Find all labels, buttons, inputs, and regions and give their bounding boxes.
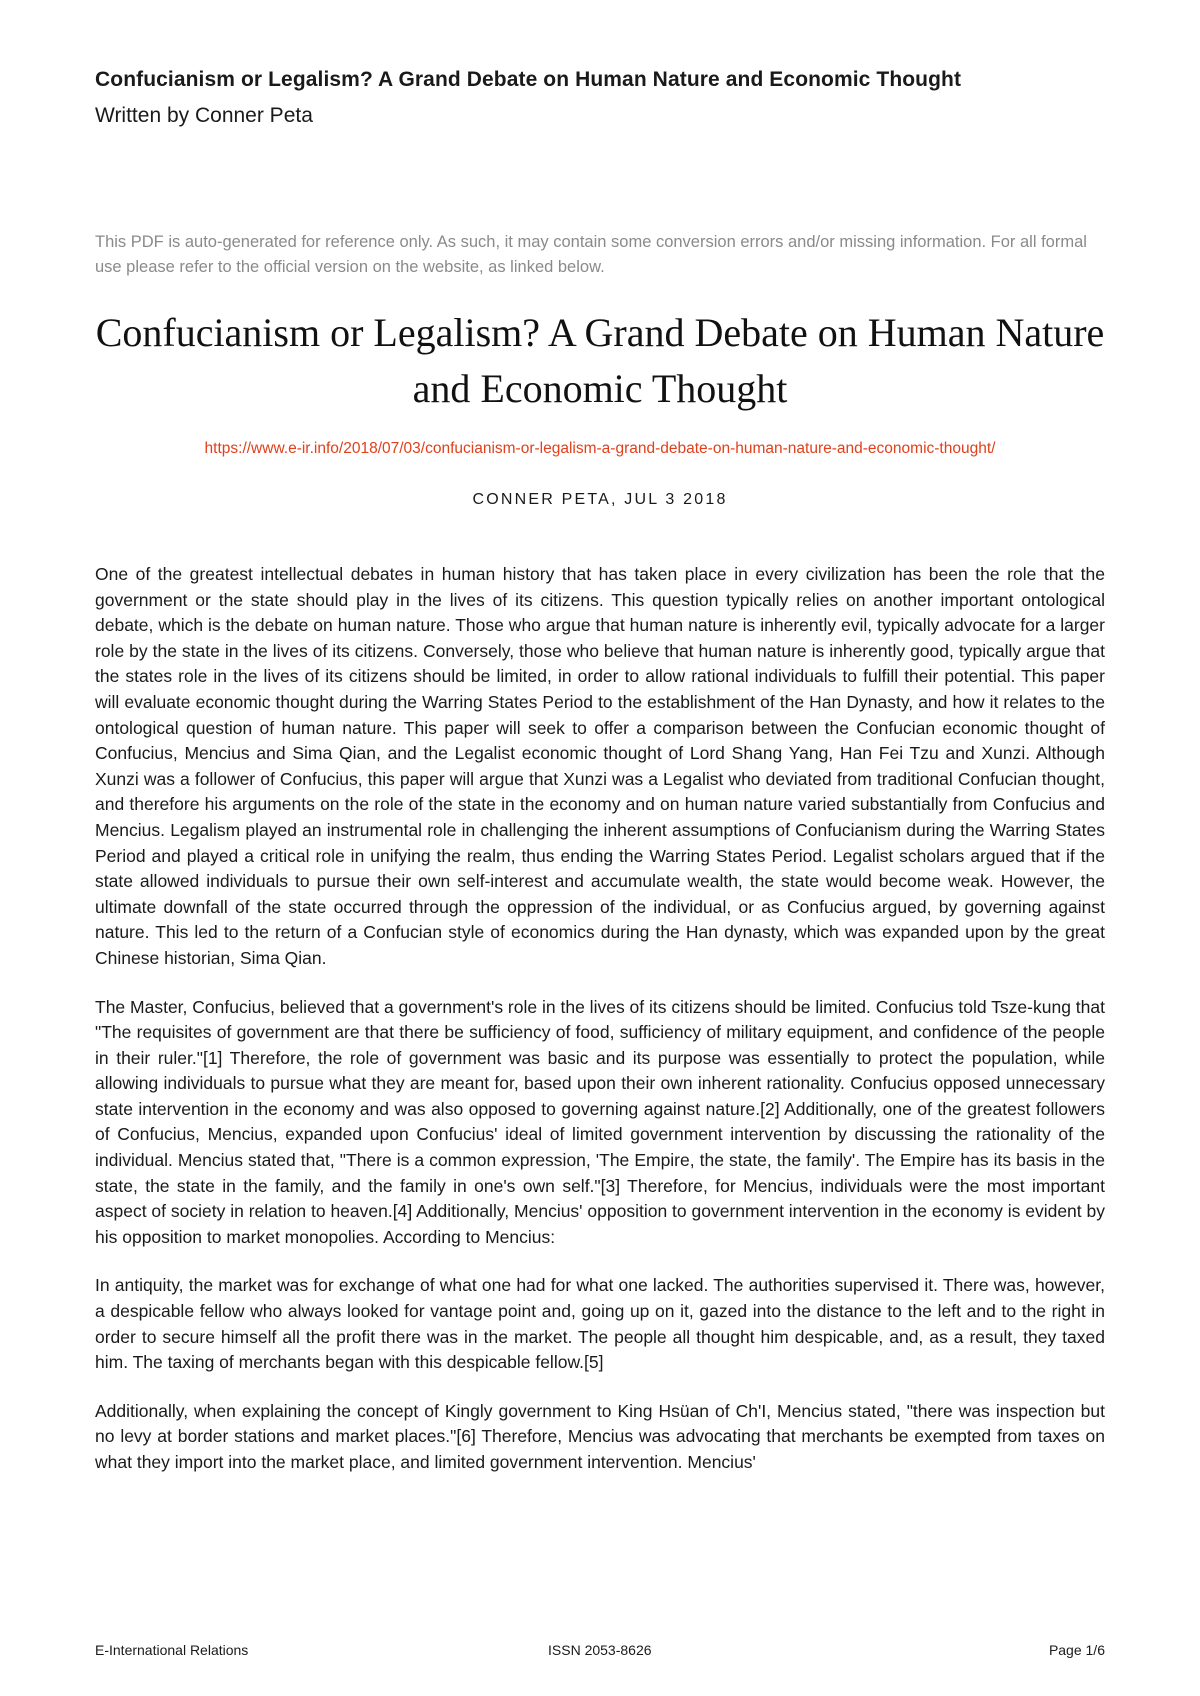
article-title: Confucianism or Legalism? A Grand Debate on Human Nature and Economic Thought <box>95 310 1105 411</box>
article-url-link[interactable]: https://www.e-ir.info/2018/07/03/confucianism-or-legalism-a-grand-debate-on-human-nature-and-economic-thought/ <box>204 440 996 457</box>
footer-page-number: Page 1/6 <box>1048 1642 1105 1658</box>
header-title: Confucianism or Legalism? A Grand Debate on Human Nature and Economic Thought <box>95 68 962 91</box>
disclaimer-text: This PDF is auto-generated for reference only. As such, it may contain some conversion errors and/or missing information. For all formal use please refer to the official version on the website, as linked below. <box>95 233 1087 276</box>
footer-issn: ISSN 2053-8626 <box>548 1642 652 1658</box>
footer-publisher: E-International Relations <box>95 1642 249 1658</box>
article-body <box>95 562 1105 1499</box>
body-paragraph: The Master, Confucius, believed that a government's role in the lives of its citizens should be limited. Confucius told Tsze-kung that "The requisites of government are that there be sufficiency of food, sufficiency of military equipment, and confidence of the people in their ruler."[1] Therefore, the role of government was basic and its purpose was essentially to protect the population, while allowing individuals to pursue what they are meant for, based upon their own inherent rationality. Confucius opposed unnecessary state intervention in the economy and was also opposed to governing against nature.[2] Additionally, one of the greatest followers of Confucius, Mencius, expanded upon Confucius' ideal of limited government intervention by discussing the rationality of the individual. Mencius stated that, "There is a common expression, 'The Empire, the state, the family'. The Empire has its basis in the state, the state in the family, and the family in one's own self."[3] Therefore, for Mencius, individuals were the most important aspect of society in relation to heaven.[4] Additionally, Mencius' opposition to government intervention in the economy is evident by his opposition to market monopolies. According to Mencius: <box>95 996 1105 1247</box>
article-byline: CONNER PETA, JUL 3 2018 <box>472 491 728 508</box>
body-paragraph: One of the greatest intellectual debates in human history that has taken place in every civilization has been the role that the government or the state should play in the lives of its citizens. This question typically relies on another important ontological debate, which is the debate on human nature. Those who argue that human nature is inherently evil, typically advocate for a larger role by the state in the lives of its citizens. Conversely, those who believe that human nature is inherently good, typically argue that the states role in the lives of its citizens should be limited, in order to allow rational individuals to fulfill their potential. This paper will evaluate economic thought during the Warring States Period to the establishment of the Han Dynasty, and how it relates to the ontological question of human nature. This paper will seek to offer a comparison between the Confucian economic thought of Confucius, Mencius and Sima Qian, and the Legalist economic thought of Lord Shang Yang, Han Fei Tzu and Xunzi. Although Xunzi was a follower of Confucius, this paper will argue that Xunzi was a Legalist who deviated from traditional Confucian thought, and therefore his arguments on the role of the state in the economy and on human nature varied substantially from Confucius and Mencius. Legalism played an instrumental role in challenging the inherent assumptions of Confucianism during the Warring States Period and played a critical role in unifying the realm, thus ending the Warring States Period. Legalist scholars argued that if the state allowed individuals to pursue their own self-interest and accumulate wealth, the state would become weak. However, the ultimate downfall of the state occurred through the oppression of the individual, or as Confucius argued, by governing against nature. This led to the return of a Confucian style of economics during the Han dynasty, which was expanded upon by the great Chinese historian, Sima Qian. <box>95 564 1105 968</box>
body-paragraph: Additionally, when explaining the concept of Kingly government to King Hsüan of Ch'I, Mencius stated, "there was inspection but no levy at border stations and market places."[6] Therefore, Mencius was advocating that merchants be exempted from taxes on what they import into the market place, and limited government intervention. Mencius' <box>95 1400 1105 1472</box>
header-author: Written by Conner Peta <box>95 104 313 127</box>
body-paragraph: In antiquity, the market was for exchange of what one had for what one lacked. The authorities supervised it. There was, however, a despicable fellow who always looked for vantage point and, going up on it, gazed into the distance to the left and to the right in order to secure himself all the profit there was in the market. The people all thought him despicable, and, as a result, they taxed him. The taxing of merchants began with this despicable fellow.[5] <box>95 1275 1105 1373</box>
